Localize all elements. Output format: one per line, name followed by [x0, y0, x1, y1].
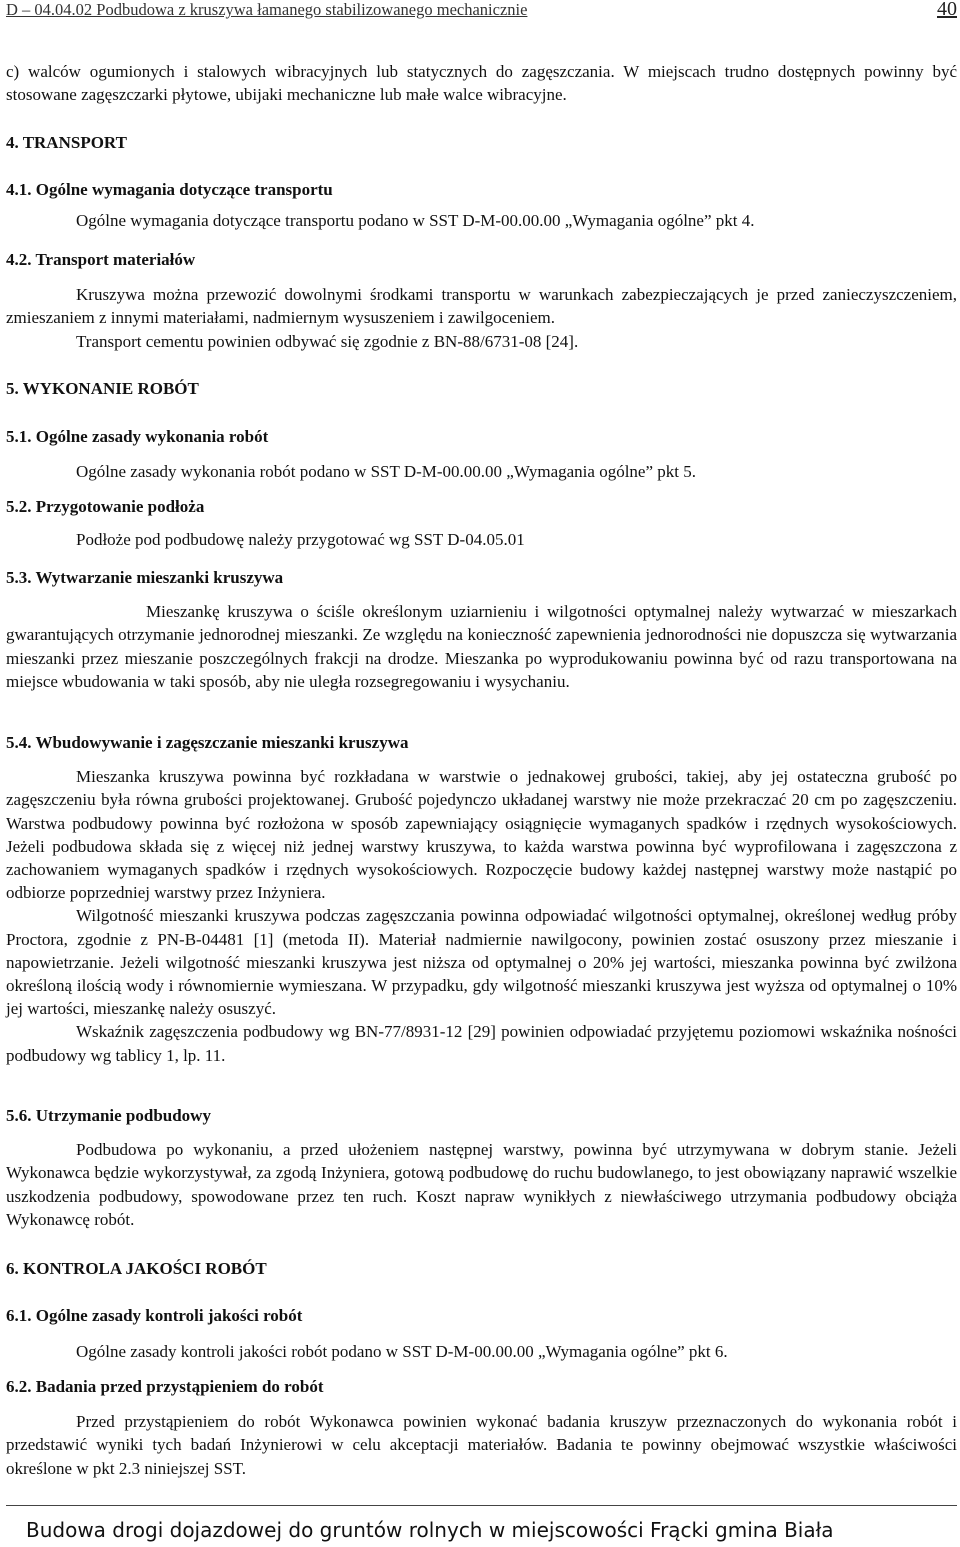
section-4-2-heading: 4.2. Transport materiałów [6, 250, 196, 269]
section-5-6-paragraph: Podbudowa po wykonaniu, a przed ułożeniem następnej warstwy, powinna być utrzymywana w dobrym stanie. Jeżeli Wykonawca będzie wykorzystywał, za zgodą Inżyniera, gotową podbudowę do ruchu budowlanego, to jest obowiązany naprawić wszelkie uszkodzenia podbudowy, spowodowane przez ten ruch. Koszt napraw wynikłych z niewłaściwego utrzymania podbudowy obciąża Wykonawcę robót. [6, 1140, 957, 1229]
section-5-2 [6, 495, 957, 551]
section-4 [6, 131, 957, 154]
section-5-3-paragraph: Mieszankę kruszywa o ściśle określonym uziarnieniu i wilgotności optymalnej należy wytwarzać w mieszarkach gwarantujących otrzymanie jednorodnej mieszanki. Ze względu na konieczność zapewnienia jednorodności nie dopuszcza się wytwarzania mieszanki przez mieszanie poszczególnych frakcji na drodze. Mieszanka po wyprodukowaniu powinna być od razu transportowana na miejsce wbudowania w taki sposób, aby nie uległa rozsegregowaniu i wysychaniu. [6, 602, 957, 691]
section-5-1-heading: 5.1. Ogólne zasady wykonania robót [6, 427, 269, 446]
section-5-3 [6, 566, 957, 693]
section-5-6-heading: 5.6. Utrzymanie podbudowy [6, 1106, 211, 1125]
section-6-2-heading: 6.2. Badania przed przystąpieniem do robót [6, 1377, 324, 1396]
section-5-4 [6, 731, 957, 1067]
section-6-2 [6, 1375, 957, 1480]
section-5-1-text: Ogólne zasady wykonania robót podano w SST D-M-00.00.00 „Wymagania ogólne” pkt 5. [76, 462, 696, 482]
section-5 [6, 377, 957, 400]
intro-paragraph: c) walców ogumionych i stalowych wibracyjnych lub statycznych do zagęszczania. W miejscach trudno dostępnych powinny być stosowane zagęszczarki płytowe, ubijaki mechaniczne lub małe walce wibracyjne. [6, 62, 957, 105]
section-4-1 [6, 178, 957, 232]
section-5-heading: 5. WYKONANIE ROBÓT [6, 379, 199, 398]
header-title: D – 04.04.02 Podbudowa z kruszywa łamanego stabilizowanego mechanicznie [6, 0, 528, 19]
section-4-2-paragraph-1: Kruszywa można przewozić dowolnymi środkami transportu w warunkach zabezpieczających je przed zanieczyszczeniem, zmieszaniem z innymi materiałami, nadmiernym wysuszeniem i zawilgoceniem. [6, 285, 957, 328]
section-5-6 [6, 1104, 957, 1231]
section-5-2-text: Podłoże pod podbudowę należy przygotować wg SST D-04.05.01 [76, 530, 525, 550]
section-4-1-heading: 4.1. Ogólne wymagania dotyczące transportu [6, 180, 333, 199]
section-5-4-heading: 5.4. Wbudowywanie i zagęszczanie mieszanki kruszywa [6, 733, 409, 752]
section-5-1 [6, 425, 957, 483]
section-4-1-text: Ogólne wymagania dotyczące transportu podano w SST D-M-00.00.00 „Wymagania ogólne” pkt 4. [76, 211, 755, 231]
section-6-1 [6, 1304, 957, 1363]
section-6-heading: 6. KONTROLA JAKOŚCI ROBÓT [6, 1259, 267, 1278]
page-number: 40 [937, 0, 957, 20]
document-page [6, 0, 957, 1478]
section-6-2-paragraph: Przed przystąpieniem do robót Wykonawca powinien wykonać badania kruszyw przeznaczonych do wykonania robót i przedstawić wyniki tych badań Inżynierowi w celu akceptacji materiałów. Badania te powinny obejmować wszystkie właściwości określone w pkt 2.3 niniejszej SST. [6, 1412, 957, 1478]
section-5-2-heading: 5.2. Przygotowanie podłoża [6, 497, 205, 516]
section-5-3-heading: 5.3. Wytwarzanie mieszanki kruszywa [6, 568, 284, 587]
footer-divider [6, 1505, 957, 1506]
section-4-2-paragraph-2: Transport cementu powinien odbywać się zgodnie z BN-88/6731-08 [24]. [76, 331, 579, 351]
page-footer: Budowa drogi dojazdowej do gruntów rolnych w miejscowości Frącki gmina Biała [26, 1518, 834, 1542]
section-5-4-paragraph-2: Wilgotność mieszanki kruszywa podczas zagęszczania powinna odpowiadać wilgotności optymalnej, określonej według próby Proctora, zgodnie z PN-B-04481 [1] (metoda II). Materiał nadmiernie nawilgocony, powinien zostać osuszony przez mieszanie i napowietrzanie. Jeżeli wilgotność mieszanki kruszywa jest niższa od optymalnej o 20% jej wartości, mieszanka powinna być zwilżona określoną ilością wody i równomiernie wymieszana. W przypadku, gdy wilgotność mieszanki kruszywa jest wyższa od optymalnej o 10% jej wartości, mieszankę należy osuszyć. [6, 906, 957, 1019]
section-5-4-paragraph-3: Wskaźnik zagęszczenia podbudowy wg BN-77/8931-12 [29] powinien odpowiadać przyjętemu poziomowi wskaźnika nośności podbudowy wg tablicy 1, lp. 11. [6, 1022, 957, 1065]
section-4-heading: 4. TRANSPORT [6, 133, 127, 152]
section-6 [6, 1257, 957, 1280]
page-header [6, 0, 957, 26]
section-5-4-paragraph-1: Mieszanka kruszywa powinna być rozkładana w warstwie o jednakowej grubości, takiej, aby jej ostateczna grubość po zagęszczeniu była równa grubości projektowanej. Grubość pojedynczo układanej warstwy nie może przekraczać 20 cm po zagęszczeniu. Warstwa podbudowy powinna być rozłożona w sposób zapewniający osiągnięcie wymaganych spadków i rzędnych wysokościowych. Jeżeli podbudowa składa się z więcej niż jednej warstwy kruszywa, to każda warstwa powinna być wyprofilowana i zagęszczona z zachowaniem wymaganych spadków i rzędnych wysokościowych. Rozpoczęcie budowy każdej następnej warstwy może nastąpić po odbiorze poprzedniej warstwy przez Inżyniera. [6, 767, 957, 903]
section-6-1-text: Ogólne zasady kontroli jakości robót podano w SST D-M-00.00.00 „Wymagania ogólne” pkt 6. [76, 1342, 728, 1362]
intro-section [6, 60, 957, 106]
section-6-1-heading: 6.1. Ogólne zasady kontroli jakości robót [6, 1306, 303, 1325]
section-4-2 [6, 248, 957, 353]
